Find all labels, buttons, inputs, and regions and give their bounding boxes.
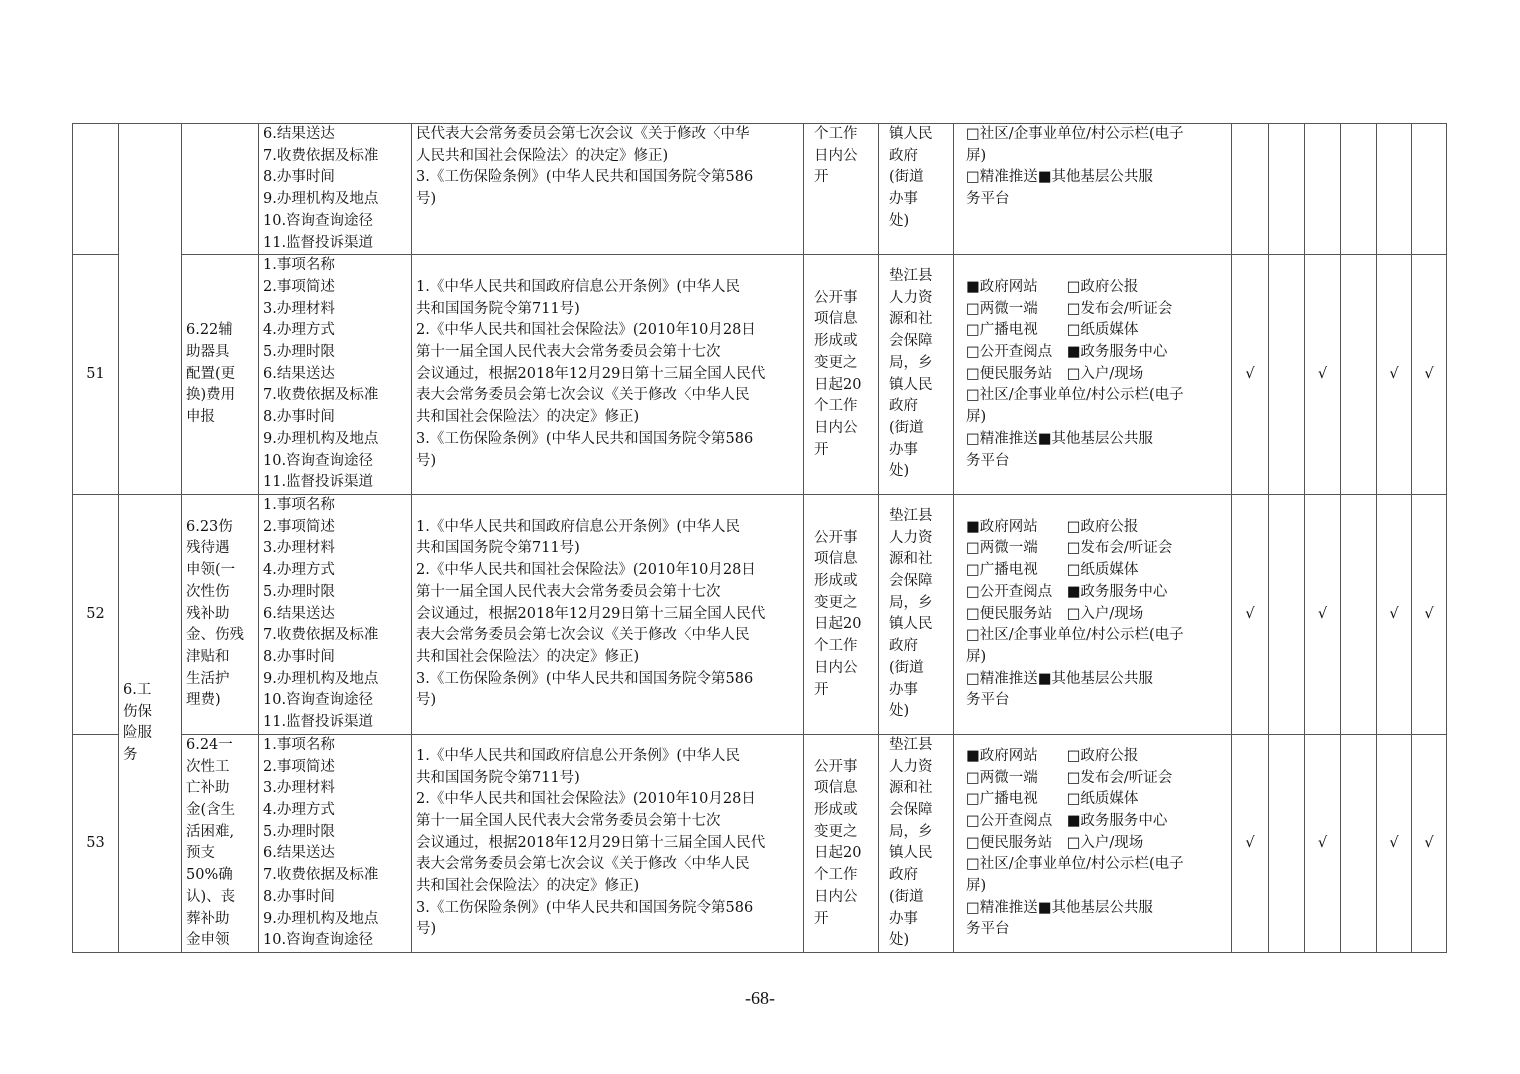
channels-cell-line: □便民服务站 □入户/现场 (966, 834, 1144, 851)
content-cell-line: 2.事项简述 (263, 278, 335, 295)
basis-cell-line: 会议通过，根据2018年12月29日第十三届全国人民代 (416, 834, 766, 851)
item-name-cell-line: 认)、丧 (186, 888, 236, 905)
time-limit-cell-line: 开 (814, 910, 829, 927)
subject-cell-line: 处) (889, 932, 910, 949)
channels-cell (954, 124, 1232, 255)
check-mark-cell: √ (1232, 734, 1269, 952)
basis-cell-line: 共和国国务院令第711号) (416, 300, 580, 317)
content-cell-line: 6.结果送达 (263, 126, 335, 142)
subject-cell-line: 源和社 (889, 780, 933, 797)
item-name-cell-line: 葬补助 (186, 910, 230, 927)
content-cell-line: 9.办理机构及地点 (263, 430, 379, 447)
time-limit-cell (804, 734, 879, 952)
item-name-cell-line: 6.24一 (186, 736, 233, 753)
content-cell-line: 4.办理方式 (263, 802, 335, 819)
basis-cell (412, 255, 804, 495)
item-name-cell-line: 理费) (186, 692, 221, 709)
time-limit-cell-line: 日内公 (814, 888, 858, 905)
subject-cell-line: 处) (889, 463, 910, 480)
category-cell-line: 务 (123, 747, 138, 764)
channels-cell-line: □公开查阅点 ■政务服务中心 (966, 812, 1168, 829)
content-cell-line: 3.办理材料 (263, 300, 335, 317)
content-cell-line: 7.收费依据及标准 (263, 867, 379, 884)
channels-cell-line: □两微一端 □发布会/听证会 (966, 540, 1173, 557)
channels-cell-line: □广播电视 □纸质媒体 (966, 322, 1139, 339)
subject-cell-line: 处) (889, 212, 910, 229)
content-cell-line: 5.办理时限 (263, 823, 335, 840)
subject-cell (879, 494, 954, 734)
channels-cell-line: □两微一端 □发布会/听证会 (966, 769, 1173, 786)
content-cell-line: 1.事项名称 (263, 257, 335, 274)
basis-cell-line: 会议通过，根据2018年12月29日第十三届全国人民代 (416, 365, 766, 382)
basis-cell-line: 1.《中华人民共和国政府信息公开条例》(中华人民 (416, 747, 740, 764)
check-mark-cell (1269, 255, 1305, 495)
time-limit-cell-line: 日内公 (814, 659, 858, 676)
item-name-cell-line: 金(含生 (186, 802, 236, 819)
item-name-cell-line: 配置(更 (186, 365, 236, 382)
check-mark-cell: √ (1232, 494, 1269, 734)
subject-cell (879, 255, 954, 495)
subject-cell-line: 会保障 (889, 333, 933, 350)
basis-cell-line: 号) (416, 452, 437, 469)
content-cell (259, 255, 412, 495)
channels-cell-line: □精准推送■其他基层公共服 (966, 169, 1153, 186)
channels-cell (954, 734, 1232, 952)
subject-cell-line: 办事 (889, 681, 918, 698)
channels-cell-line: □精准推送■其他基层公共服 (966, 670, 1153, 687)
check-mark-cell (1341, 124, 1377, 255)
subject-cell (879, 124, 954, 255)
check-mark-cell (1377, 124, 1412, 255)
check-mark-cell: √ (1305, 734, 1341, 952)
subject-cell (879, 734, 954, 952)
disclosure-table (72, 123, 1447, 953)
table-row (73, 494, 1447, 734)
time-limit-cell (804, 124, 879, 255)
channels-cell-line: □公开查阅点 ■政务服务中心 (966, 344, 1168, 361)
basis-cell-line: 1.《中华人民共和国政府信息公开条例》(中华人民 (416, 518, 740, 535)
content-cell-line: 2.事项简述 (263, 518, 335, 535)
content-cell-line: 11.监督投诉渠道 (263, 474, 374, 491)
subject-cell-line: 垫江县 (889, 736, 933, 753)
subject-cell-line: 办事 (889, 191, 918, 208)
channels-cell-line: □社区/企事业单位/村公示栏(电子 (966, 627, 1184, 644)
content-cell (259, 124, 412, 255)
channels-cell-line: 屏) (966, 409, 987, 426)
content-cell-line: 10.咨询查询途径 (263, 212, 374, 229)
check-mark-cell: √ (1377, 734, 1412, 952)
basis-cell-line: 3.《工伤保险条例》(中华人民共和国国务院令第586 (416, 670, 754, 687)
basis-cell-line: 共和国社会保险法〉的决定》修正) (416, 878, 640, 895)
subject-cell-line: 源和社 (889, 311, 933, 328)
time-limit-cell-line: 变更之 (814, 594, 858, 611)
check-mark-cell: √ (1412, 494, 1447, 734)
item-name-cell-line: 助器具 (186, 344, 230, 361)
content-cell-line: 4.办理方式 (263, 562, 335, 579)
content-cell-line: 10.咨询查询途径 (263, 452, 374, 469)
subject-cell-line: 垫江县 (889, 268, 933, 285)
check-mark-cell: √ (1377, 494, 1412, 734)
check-mark-cell (1305, 124, 1341, 255)
table-row (73, 734, 1447, 952)
subject-cell-line: 局，乡 (889, 823, 933, 840)
row-number: 52 (73, 494, 119, 734)
subject-cell-line: 会保障 (889, 802, 933, 819)
subject-cell-line: 镇人民 (889, 616, 933, 633)
basis-cell (412, 494, 804, 734)
table-row (73, 255, 1447, 495)
item-name-cell-line: 残补助 (186, 605, 230, 622)
content-cell-line: 6.结果送达 (263, 365, 335, 382)
check-mark-cell (1341, 734, 1377, 952)
content-cell-line: 1.事项名称 (263, 497, 335, 514)
item-name-cell-line: 预支 (186, 845, 215, 862)
subject-cell-line: 局，乡 (889, 354, 933, 371)
channels-cell-line: □便民服务站 □入户/现场 (966, 365, 1144, 382)
subject-cell-line: 政府 (889, 147, 918, 164)
content-cell-line: 1.事项名称 (263, 736, 335, 753)
channels-cell-line: □两微一端 □发布会/听证会 (966, 300, 1173, 317)
content-cell-line: 6.结果送达 (263, 845, 335, 862)
row-number: 51 (73, 255, 119, 495)
subject-cell-line: 镇人民 (889, 126, 933, 142)
channels-cell-line: 屏) (966, 649, 987, 665)
subject-cell-line: 政府 (889, 867, 918, 884)
basis-cell-line: 会议通过，根据2018年12月29日第十三届全国人民代 (416, 605, 766, 622)
subject-cell-line: (街道 (889, 169, 924, 186)
channels-cell (954, 255, 1232, 495)
content-cell-line: 3.办理材料 (263, 540, 335, 557)
time-limit-cell-line: 形成或 (814, 802, 858, 819)
basis-cell-line: 1.《中华人民共和国政府信息公开条例》(中华人民 (416, 278, 740, 295)
subject-cell-line: 办事 (889, 441, 918, 458)
basis-cell-line: 共和国国务院令第711号) (416, 540, 580, 557)
content-cell-line: 9.办理机构及地点 (263, 191, 379, 208)
time-limit-cell-line: 公开事 (814, 758, 858, 775)
item-name-cell-line: 亡补助 (186, 780, 230, 797)
item-name-cell-line: 申报 (186, 409, 215, 426)
channels-cell-line: □广播电视 □纸质媒体 (966, 791, 1139, 808)
subject-cell-line: 会保障 (889, 573, 933, 590)
time-limit-cell-line: 个工作 (814, 126, 858, 142)
basis-cell (412, 734, 804, 952)
check-mark-cell: √ (1305, 494, 1341, 734)
time-limit-cell-line: 项信息 (814, 780, 858, 797)
check-mark-cell: √ (1412, 734, 1447, 952)
basis-cell-line: 3.《工伤保险条例》(中华人民共和国国务院令第586 (416, 899, 754, 916)
basis-cell (412, 124, 804, 255)
time-limit-cell-line: 公开事 (814, 289, 858, 306)
content-cell-line: 7.收费依据及标准 (263, 387, 379, 404)
content-cell (259, 494, 412, 734)
subject-cell-line: (街道 (889, 419, 924, 436)
basis-cell-line: 人民共和国社会保险法〉的决定》修正) (416, 147, 669, 164)
check-mark-cell: √ (1412, 255, 1447, 495)
basis-cell-line: 2.《中华人民共和国社会保险法》(2010年10月28日 (416, 791, 756, 808)
time-limit-cell-line: 个工作 (814, 867, 858, 884)
channels-cell-line: □公开查阅点 ■政务服务中心 (966, 583, 1168, 600)
time-limit-cell-line: 日内公 (814, 419, 858, 436)
time-limit-cell-line: 变更之 (814, 354, 858, 371)
item-name-cell-line: 6.22辅 (186, 322, 233, 339)
basis-cell-line: 3.《工伤保险条例》(中华人民共和国国务院令第586 (416, 430, 754, 447)
item-name-cell (182, 255, 259, 495)
item-name-cell-line: 50%确 (186, 867, 233, 884)
basis-cell-line: 号) (416, 692, 437, 709)
time-limit-cell-line: 项信息 (814, 311, 858, 328)
check-mark-cell (1341, 255, 1377, 495)
check-mark-cell (1232, 124, 1269, 255)
item-name-cell-line: 金申领 (186, 932, 230, 949)
content-cell-line: 8.办事时间 (263, 649, 335, 665)
subject-cell-line: 垫江县 (889, 507, 933, 524)
check-mark-cell (1341, 494, 1377, 734)
channels-cell-line: □社区/企事业单位/村公示栏(电子 (966, 126, 1184, 142)
time-limit-cell-line: 变更之 (814, 823, 858, 840)
item-name-cell-line: 换)费用 (186, 387, 236, 404)
content-cell-line: 6.结果送达 (263, 605, 335, 622)
subject-cell-line: 政府 (889, 398, 918, 415)
subject-cell-line: 源和社 (889, 551, 933, 568)
item-name-cell-line: 6.23伤 (186, 518, 233, 535)
item-name-cell-line: 次性工 (186, 758, 230, 775)
content-cell-line: 8.办事时间 (263, 888, 335, 905)
category-cell (119, 494, 182, 952)
channels-cell-line: 务平台 (966, 452, 1010, 469)
channels-cell (954, 494, 1232, 734)
row-number: 53 (73, 734, 119, 952)
channels-cell-line: 务平台 (966, 921, 1010, 938)
content-cell-line: 4.办理方式 (263, 322, 335, 339)
time-limit-cell (804, 255, 879, 495)
basis-cell-line: 号) (416, 921, 437, 938)
content-cell (259, 734, 412, 952)
channels-cell-line: □社区/企事业单位/村公示栏(电子 (966, 856, 1184, 873)
channels-cell-line: 务平台 (966, 191, 1010, 208)
time-limit-cell-line: 形成或 (814, 573, 858, 590)
subject-cell-line: 局，乡 (889, 594, 933, 611)
item-name-cell (182, 494, 259, 734)
channels-cell-line: □广播电视 □纸质媒体 (966, 562, 1139, 579)
time-limit-cell-line: 开 (814, 681, 829, 698)
channels-cell-line: ■政府网站 □政府公报 (966, 278, 1139, 295)
check-mark-cell: √ (1305, 255, 1341, 495)
check-mark-cell (1269, 124, 1305, 255)
subject-cell-line: 镇人民 (889, 376, 933, 393)
category-cell-line: 险服 (123, 725, 152, 742)
channels-cell-line: □精准推送■其他基层公共服 (966, 430, 1153, 447)
category-cell (119, 124, 182, 495)
content-cell-line: 10.咨询查询途径 (263, 692, 374, 709)
time-limit-cell-line: 形成或 (814, 333, 858, 350)
basis-cell-line: 第十一届全国人民代表大会常务委员会第十七次 (416, 344, 721, 361)
time-limit-cell-line: 个工作 (814, 638, 858, 655)
item-name-cell (182, 734, 259, 952)
content-cell-line: 2.事项简述 (263, 758, 335, 775)
content-cell-line: 5.办理时限 (263, 583, 335, 600)
table-row (73, 124, 1447, 255)
basis-cell-line: 表大会常务委员会第七次会议《关于修改〈中华人民 (416, 627, 750, 644)
basis-cell-line: 表大会常务委员会第七次会议《关于修改〈中华人民 (416, 856, 750, 873)
time-limit-cell (804, 494, 879, 734)
subject-cell-line: 人力资 (889, 758, 933, 775)
content-cell-line: 10.咨询查询途径 (263, 932, 374, 949)
content-cell-line: 11.监督投诉渠道 (263, 714, 374, 731)
check-mark-cell (1269, 494, 1305, 734)
item-name-cell-line: 申领(一 (186, 562, 236, 579)
subject-cell-line: 镇人民 (889, 845, 933, 862)
time-limit-cell-line: 个工作 (814, 398, 858, 415)
content-cell-line: 5.办理时限 (263, 344, 335, 361)
item-name-cell-line: 残待遇 (186, 540, 230, 557)
content-cell-line: 11.监督投诉渠道 (263, 234, 374, 251)
subject-cell-line: 处) (889, 703, 910, 720)
basis-cell-line: 2.《中华人民共和国社会保险法》(2010年10月28日 (416, 322, 756, 339)
subject-cell-line: (街道 (889, 659, 924, 676)
item-name-cell-line: 次性伤 (186, 583, 230, 600)
page-number: -68- (745, 988, 775, 1008)
category-cell-line: 6.工 (123, 682, 152, 699)
time-limit-cell-line: 日起20 (814, 845, 862, 862)
row-number (73, 124, 119, 255)
content-cell-line: 7.收费依据及标准 (263, 627, 379, 644)
basis-cell-line: 表大会常务委员会第七次会议《关于修改〈中华人民 (416, 387, 750, 404)
time-limit-cell-line: 开 (814, 169, 829, 186)
content-cell-line: 9.办理机构及地点 (263, 670, 379, 687)
subject-cell-line: 人力资 (889, 289, 933, 306)
subject-cell-line: 政府 (889, 638, 918, 655)
content-cell-line: 8.办事时间 (263, 169, 335, 186)
content-cell-line: 3.办理材料 (263, 780, 335, 797)
category-cell-line: 伤保 (123, 703, 152, 720)
basis-cell-line: 共和国国务院令第711号) (416, 769, 580, 786)
check-mark-cell (1269, 734, 1305, 952)
item-name-cell (182, 124, 259, 255)
basis-cell-line: 3.《工伤保险条例》(中华人民共和国国务院令第586 (416, 169, 754, 186)
check-mark-cell: √ (1232, 255, 1269, 495)
basis-cell-line: 2.《中华人民共和国社会保险法》(2010年10月28日 (416, 562, 756, 579)
basis-cell-line: 第十一届全国人民代表大会常务委员会第十七次 (416, 583, 721, 600)
time-limit-cell-line: 开 (814, 441, 829, 458)
basis-cell-line: 共和国社会保险法〉的决定》修正) (416, 649, 640, 665)
content-cell-line: 9.办理机构及地点 (263, 910, 379, 927)
check-mark-cell (1412, 124, 1447, 255)
channels-cell-line: ■政府网站 □政府公报 (966, 518, 1139, 535)
time-limit-cell-line: 日起20 (814, 616, 862, 633)
item-name-cell-line: 生活护 (186, 670, 230, 687)
subject-cell-line: (街道 (889, 888, 924, 905)
item-name-cell-line: 金、伤残 (186, 627, 244, 644)
basis-cell-line: 民代表大会常务委员会第七次会议《关于修改〈中华 (416, 126, 750, 142)
channels-cell-line: □便民服务站 □入户/现场 (966, 605, 1144, 622)
check-mark-cell: √ (1377, 255, 1412, 495)
time-limit-cell-line: 日起20 (814, 376, 862, 393)
channels-cell-line: ■政府网站 □政府公报 (966, 747, 1139, 764)
basis-cell-line: 第十一届全国人民代表大会常务委员会第十七次 (416, 812, 721, 829)
content-cell-line: 8.办事时间 (263, 409, 335, 426)
basis-cell-line: 共和国社会保险法〉的决定》修正) (416, 409, 640, 426)
time-limit-cell-line: 项信息 (814, 551, 858, 568)
channels-cell-line: 务平台 (966, 692, 1010, 709)
time-limit-cell-line: 日内公 (814, 147, 858, 164)
channels-cell-line: □精准推送■其他基层公共服 (966, 899, 1153, 916)
subject-cell-line: 人力资 (889, 529, 933, 546)
channels-cell-line: 屏) (966, 147, 987, 164)
channels-cell-line: □社区/企事业单位/村公示栏(电子 (966, 387, 1184, 404)
content-cell-line: 7.收费依据及标准 (263, 147, 379, 164)
channels-cell-line: 屏) (966, 878, 987, 895)
basis-cell-line: 号) (416, 191, 437, 208)
time-limit-cell-line: 公开事 (814, 529, 858, 546)
item-name-cell-line: 活困难, (186, 823, 235, 840)
item-name-cell-line: 津贴和 (186, 649, 230, 665)
subject-cell-line: 办事 (889, 910, 918, 927)
